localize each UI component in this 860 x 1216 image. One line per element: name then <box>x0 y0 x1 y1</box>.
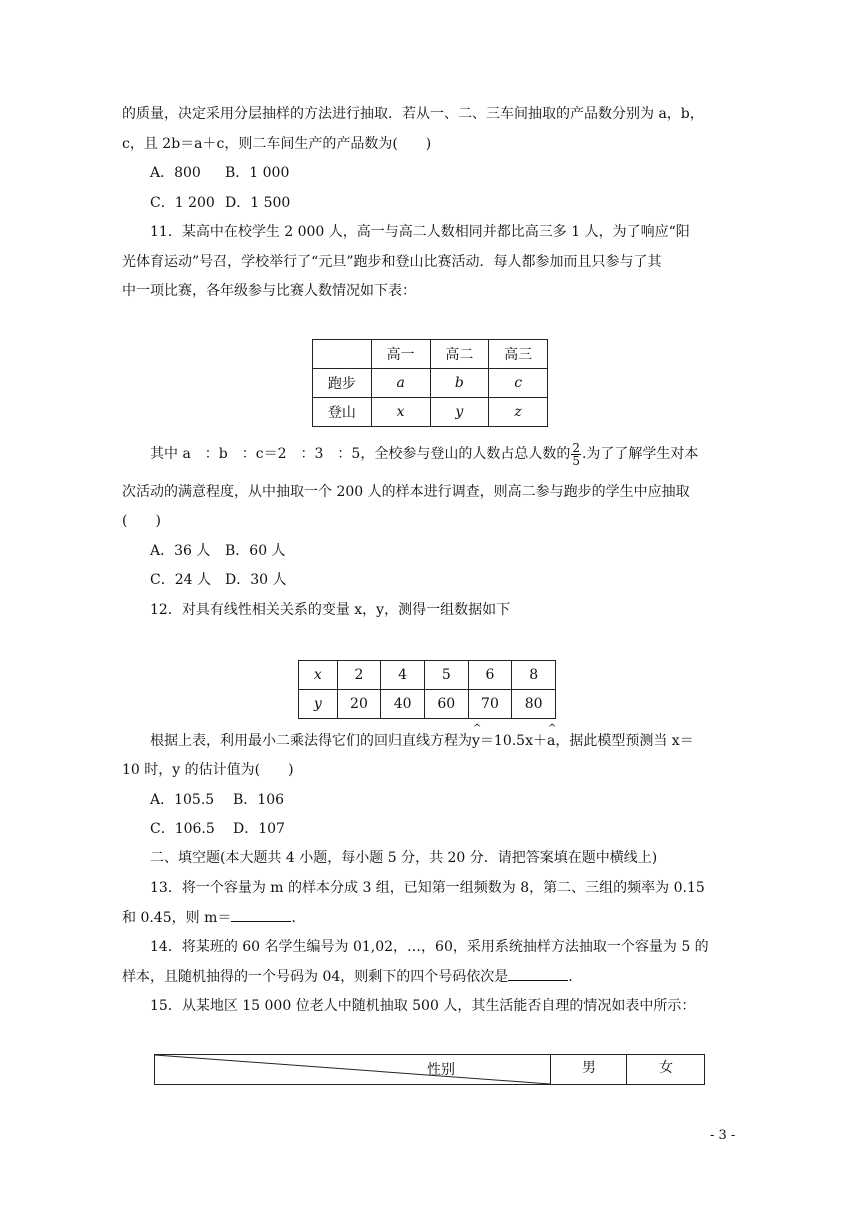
q12-table-y-cell: 40 <box>381 690 425 719</box>
q11-line6: ( ) <box>122 513 161 529</box>
hat-a: ^ a <box>547 731 555 751</box>
q11-table-row <box>313 398 548 427</box>
q12-line2-tail: ，据此模型预测当 x＝ <box>555 733 694 749</box>
q14-line2-end: . <box>568 969 573 985</box>
q12-table-x-cell: 8 <box>512 661 556 690</box>
q12-table-y-cell: 80 <box>512 690 556 719</box>
q12-table-y-cell: 20 <box>337 690 381 719</box>
answer-blank <box>508 966 568 981</box>
q11-table-header-cell: 高一 <box>371 340 430 369</box>
q12-line2-text: 根据上表，利用最小二乘法得它们的回归直线方程为 <box>150 733 472 749</box>
q11-table-cell: z <box>489 398 548 427</box>
q14-line2-text: 样本，且随机抽得的一个号码为 04，则剩下的四个号码依次是 <box>122 969 509 985</box>
q11-table <box>312 339 548 427</box>
q11-ratio-text: 其中 a ：b ：c＝2 ：3 ：5，全校参与登山的人数占总人数的 <box>150 446 571 462</box>
q12-table-y-row <box>299 690 556 719</box>
q11-table-row-label: 登山 <box>313 398 372 427</box>
q13-line2-end: . <box>291 910 296 926</box>
q14-line1: 14．将某班的 60 名学生编号为 01,02，…，60，采用系统抽样方法抽取一个容量为 5 的 <box>150 939 709 955</box>
q11-line1: 11．某高中在校学生 2 000 人，高一与高二人数相同并都比高三多 1 人，为了响应“阳 <box>150 224 690 240</box>
q11-table-header-cell: 高三 <box>489 340 548 369</box>
q11-option-c: C．24 人 <box>150 572 211 588</box>
q12-option-c: C．106.5 <box>150 821 215 837</box>
q14-line2 <box>122 966 573 987</box>
q12-option-a: A．105.5 <box>150 792 215 808</box>
q15-table-corner-label: 性别 <box>427 1062 455 1078</box>
q12-option-d: D．107 <box>233 821 285 837</box>
q15-table-col-female-label: 女 <box>659 1060 673 1076</box>
q15-line1: 15．从某地区 15 000 位老人中随机抽取 500 人，其生活能否自理的情况如表中所示： <box>150 998 696 1014</box>
q12-line2 <box>150 731 694 751</box>
q12-line2-equation: ＝10.5x＋ <box>479 733 547 749</box>
q10-line1: 的质量，决定采用分层抽样的方法进行抽取．若从一、二、三车间抽取的产品数分别为 a，b， <box>122 106 704 122</box>
q11-table-cell: a <box>371 369 430 398</box>
diagonal-divider <box>155 1055 550 1084</box>
q13-line2-text: 和 0.45，则 m＝ <box>122 910 232 926</box>
q11-option-d: D．30 人 <box>225 572 287 588</box>
q13-line1: 13．将一个容量为 m 的样本分成 3 组，已知第一组频数为 8，第二、三组的频率为 0.15 <box>150 880 705 896</box>
q12-table-x-cell: 2 <box>337 661 381 690</box>
q12-table-x-row <box>299 661 556 690</box>
q12-table-x-cell: 4 <box>381 661 425 690</box>
q12-option-b: B．106 <box>233 792 285 808</box>
q12-table-x-cell: 6 <box>468 661 512 690</box>
q11-ratio-line <box>150 441 698 467</box>
q11-line2: 光体育运动”号召，学校举行了“元旦”跑步和登山比赛活动．每人都参加而且只参与了其 <box>122 254 662 270</box>
q10-option-d: D．1 500 <box>225 195 291 211</box>
q12-table-y-label: y <box>299 690 338 719</box>
fraction-denominator: 5 <box>572 453 580 468</box>
q11-line5: 次活动的满意程度，从中抽取一个 200 人的样本进行调查，则高二参与跑步的学生中应抽取 <box>122 484 690 500</box>
q12-table-x-cell: 5 <box>424 661 468 690</box>
q11-line3: 中一项比赛，各年级参与比赛人数情况如下表： <box>122 283 416 299</box>
q11-ratio-tail: .为了了解学生对本 <box>581 446 699 462</box>
q11-table-header-row <box>313 340 548 369</box>
q12-table <box>298 660 556 719</box>
q11-table-cell: b <box>430 369 489 398</box>
page-number: - 3 - <box>710 1128 736 1143</box>
q12-table-y-cell: 60 <box>424 690 468 719</box>
q11-table-row-label: 跑步 <box>313 369 372 398</box>
q10-option-b: B．1 000 <box>225 165 290 181</box>
q11-table-cell: x <box>371 398 430 427</box>
q10-option-c: C．1 200 <box>150 195 215 211</box>
q15-table-col-female <box>626 1055 705 1084</box>
q15-table <box>154 1054 705 1085</box>
q11-table-corner <box>313 340 372 369</box>
q11-table-cell: c <box>489 369 548 398</box>
q12-line1: 12．对具有线性相关关系的变量 x，y，测得一组数据如下 <box>150 602 511 618</box>
fraction-numerator: 2 <box>572 440 580 455</box>
q10-option-a: A．800 <box>150 165 201 181</box>
q11-option-b: B．60 人 <box>225 543 286 559</box>
q12-line3: 10 时，y 的估计值为( ) <box>122 762 294 778</box>
q11-option-a: A．36 人 <box>150 543 211 559</box>
q12-table-x-label: x <box>299 661 338 690</box>
fraction <box>571 442 581 467</box>
q11-table-row <box>313 369 548 398</box>
section-heading: 二、填空题(本大题共 4 小题，每小题 5 分，共 20 分．请把答案填在题中横线上) <box>150 850 658 866</box>
q13-line2 <box>122 907 296 928</box>
q15-table-col-male <box>550 1055 627 1084</box>
q11-table-cell: y <box>430 398 489 427</box>
answer-blank <box>231 907 291 922</box>
q10-line2: c，且 2b＝a＋c，则二车间生产的产品数为( ) <box>122 136 432 152</box>
q15-table-col-male-label: 男 <box>582 1060 596 1076</box>
q11-table-header-cell: 高二 <box>430 340 489 369</box>
hat-y: ^ y <box>472 731 480 751</box>
q12-table-y-cell: 70 <box>468 690 512 719</box>
